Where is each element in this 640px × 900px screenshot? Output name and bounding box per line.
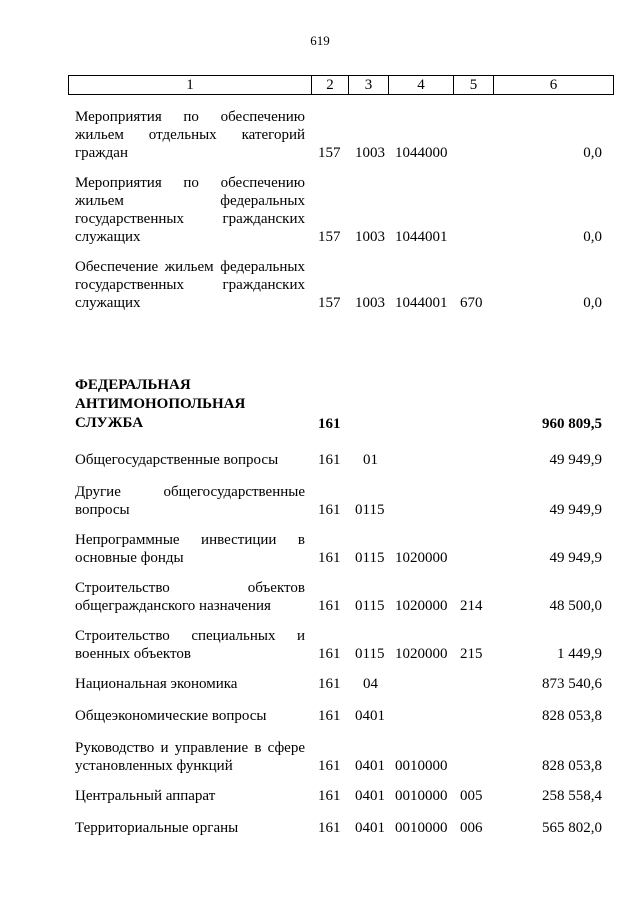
row-rz: 0115 [355,502,385,518]
page-number: 619 [310,33,330,48]
row-vr: 215 [460,646,483,662]
row-ved: 161 [318,646,341,662]
column-header-3: 3 [349,76,389,95]
row-sum: 258 558,4 [542,788,602,804]
row-vr: 670 [460,295,483,311]
row-ved: 161 [318,598,341,614]
table-row [75,258,610,312]
row-rz: 1003 [355,145,385,161]
row-rz: 0115 [355,598,385,614]
table-row [75,819,610,837]
row-ved: 157 [318,295,341,311]
row-sum: 0,0 [583,295,602,311]
column-header-row [69,76,614,95]
row-ved: 161 [318,820,341,836]
row-sum: 49 949,9 [549,502,602,518]
agency-name: ФЕДЕРАЛЬНАЯ АНТИМОНОПОЛЬНАЯ СЛУЖБА [75,377,246,431]
table-row [75,579,610,615]
table-row [75,108,610,162]
row-csr: 0010000 [395,788,448,804]
row-rz: 0115 [355,646,385,662]
table-row [75,739,610,775]
table-row [75,627,610,663]
row-sum: 828 053,8 [542,758,602,774]
row-ved: 161 [318,758,341,774]
column-header-table [68,75,614,95]
row-sum: 48 500,0 [549,598,602,614]
row-name: Центральный аппарат [75,788,216,804]
row-ved: 161 [318,708,341,724]
column-header-4: 4 [389,76,454,95]
column-header-5: 5 [454,76,494,95]
row-rz: 04 [363,676,378,692]
row-csr: 1020000 [395,598,448,614]
row-rz: 0401 [355,758,385,774]
row-name: Другие общегосударственные вопросы [75,484,305,518]
row-ved: 161 [318,676,341,692]
row-name: Обеспечение жильем федеральных государственных гражданских служащих [75,259,305,311]
row-sum: 0,0 [583,145,602,161]
row-sum: 0,0 [583,229,602,245]
table-row [75,174,610,246]
row-name: Непрограммные инвестиции в основные фонды [75,532,305,566]
row-csr: 1044000 [395,145,448,161]
row-sum: 1 449,9 [557,646,602,662]
row-rz: 0115 [355,550,385,566]
row-ved: 161 [318,416,341,432]
row-sum: 49 949,9 [549,452,602,468]
table-row [75,451,610,469]
row-ved: 161 [318,502,341,518]
row-vr: 005 [460,788,483,804]
column-header-2: 2 [312,76,349,95]
table-row [75,483,610,519]
table-row [75,707,610,725]
row-ved: 157 [318,229,341,245]
row-rz: 0401 [355,708,385,724]
row-rz: 1003 [355,229,385,245]
row-sum: 960 809,5 [542,416,602,432]
row-name: Строительство объектов общегражданского назначения [75,580,305,614]
row-vr: 006 [460,820,483,836]
row-name: Строительство специальных и военных объектов [75,628,305,662]
row-sum: 873 540,6 [542,676,602,692]
row-rz: 1003 [355,295,385,311]
row-name: Территориальные органы [75,820,239,836]
row-rz: 0401 [355,820,385,836]
row-name: Мероприятия по обеспечению жильем отдельных категорий граждан [75,109,305,161]
row-vr: 214 [460,598,483,614]
row-csr: 1020000 [395,550,448,566]
table-row-agency [75,376,610,433]
row-csr: 0010000 [395,758,448,774]
table-row [75,531,610,567]
row-name: Общегосударственные вопросы [75,452,279,468]
row-csr: 0010000 [395,820,448,836]
row-sum: 828 053,8 [542,708,602,724]
table-row [75,787,610,805]
row-csr: 1044001 [395,229,448,245]
row-sum: 565 802,0 [542,820,602,836]
row-ved: 161 [318,788,341,804]
row-csr: 1044001 [395,295,448,311]
row-sum: 49 949,9 [549,550,602,566]
row-csr: 1020000 [395,646,448,662]
row-ved: 161 [318,452,341,468]
row-name: Руководство и управление в сфере установленных функций [75,740,305,774]
row-ved: 157 [318,145,341,161]
row-ved: 161 [318,550,341,566]
row-rz: 0401 [355,788,385,804]
row-name: Общеэкономические вопросы [75,708,267,724]
row-name: Мероприятия по обеспечению жильем федеральных государственных гражданских служащих [75,175,305,245]
row-name: Национальная экономика [75,676,238,692]
table-row [75,675,610,693]
budget-rows [75,108,610,851]
row-rz: 01 [363,452,378,468]
column-header-1: 1 [69,76,312,95]
column-header-6: 6 [494,76,614,95]
